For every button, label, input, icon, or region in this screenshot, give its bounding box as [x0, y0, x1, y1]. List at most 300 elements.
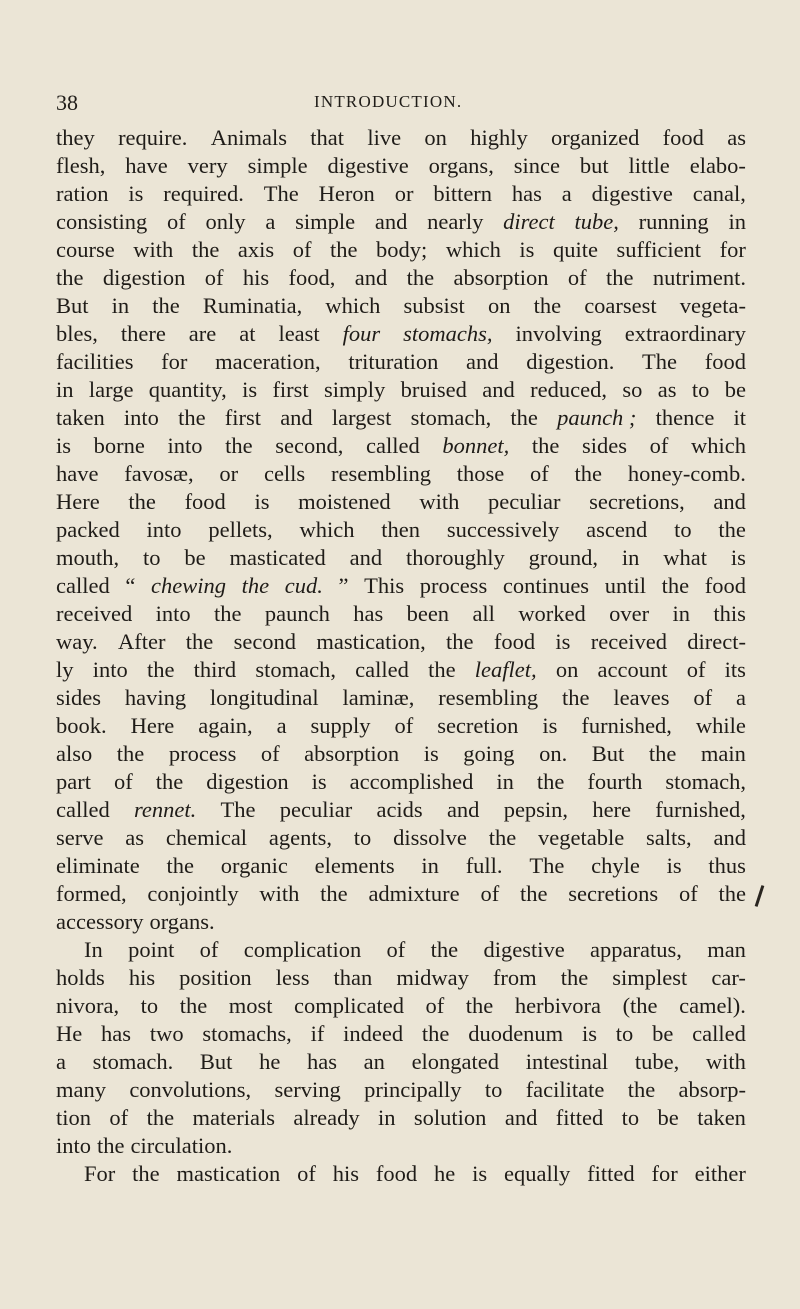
word: food	[662, 125, 704, 150]
word: part	[56, 769, 91, 794]
word: is	[472, 1161, 488, 1186]
word: been	[406, 601, 450, 626]
word: second,	[275, 433, 344, 458]
word: pellets,	[208, 517, 273, 542]
word: this	[713, 601, 746, 626]
word: facilitate	[525, 1077, 605, 1102]
word: the	[465, 993, 494, 1018]
word: holds	[56, 965, 105, 990]
word: largest	[331, 405, 392, 430]
word: ascend	[586, 517, 648, 542]
word: the	[627, 1077, 656, 1102]
word: be	[652, 1021, 674, 1046]
word: with	[259, 881, 300, 906]
running-head: INTRODUCTION.	[314, 92, 463, 111]
word: thoroughly	[406, 545, 505, 570]
word: then	[381, 517, 421, 542]
word: borne	[93, 433, 145, 458]
word: the	[574, 461, 603, 486]
word: four	[342, 321, 381, 346]
word: the	[241, 573, 270, 598]
word: less	[275, 965, 310, 990]
word: He	[56, 1021, 83, 1046]
word: the	[648, 741, 677, 766]
text-line	[56, 236, 746, 264]
text-line	[56, 1076, 746, 1104]
word: the	[225, 433, 253, 458]
word: received	[590, 629, 667, 654]
word: But	[591, 741, 625, 766]
word: consisting	[56, 209, 148, 234]
text-line	[56, 656, 746, 684]
word: the	[510, 405, 538, 430]
word: there	[120, 321, 166, 346]
word: herbivora	[514, 993, 602, 1018]
word: be	[657, 1105, 679, 1130]
text-line	[56, 796, 746, 824]
word: is	[423, 741, 439, 766]
text-line	[56, 404, 746, 432]
word: continues	[502, 573, 590, 598]
word: which	[445, 237, 501, 262]
page-number: 38	[56, 90, 78, 115]
word: at	[239, 321, 256, 346]
word: moistened	[298, 489, 391, 514]
word: running	[638, 209, 709, 234]
word: are	[188, 321, 217, 346]
word: quite	[552, 237, 598, 262]
word: of	[530, 461, 549, 486]
text-line	[56, 376, 746, 404]
word: also	[56, 741, 93, 766]
word: in	[421, 853, 439, 878]
word: first	[224, 405, 262, 430]
word: serve	[56, 825, 104, 850]
word: account	[597, 657, 668, 682]
word: has	[511, 181, 542, 206]
word: has	[307, 1049, 337, 1074]
word: from	[492, 965, 537, 990]
word: but	[579, 153, 609, 178]
word: mastication,	[316, 629, 426, 654]
word: as	[727, 125, 746, 150]
word: for	[651, 1161, 678, 1186]
word: secretions,	[589, 489, 685, 514]
word: organs,	[428, 153, 494, 178]
word: in	[111, 293, 130, 318]
word: longitudinal	[209, 685, 319, 710]
word: those	[456, 461, 505, 486]
word: But	[199, 1049, 233, 1074]
text-line	[56, 824, 746, 852]
word: be	[724, 377, 746, 402]
word: of	[686, 657, 706, 682]
text-line	[56, 852, 746, 880]
word: In	[84, 937, 103, 962]
word: on.	[539, 741, 568, 766]
word: the	[320, 881, 348, 906]
word: supply	[310, 713, 371, 738]
word: have	[125, 153, 168, 178]
word: in	[728, 209, 746, 234]
word: sufficient	[616, 237, 702, 262]
word: in	[56, 377, 74, 402]
word: furnished,	[581, 713, 672, 738]
word: called	[366, 433, 420, 458]
text-line	[56, 572, 746, 600]
word: laminæ,	[342, 685, 415, 710]
word: salts,	[646, 825, 692, 850]
word: have	[56, 461, 99, 486]
word: and	[446, 797, 480, 822]
word: of	[649, 433, 669, 458]
word: secretions	[568, 881, 659, 906]
text-line	[56, 1132, 746, 1160]
word: subsist	[403, 293, 465, 318]
word: stomach,	[665, 769, 746, 794]
word: very	[187, 153, 228, 178]
word: resembling	[438, 685, 539, 710]
word: the	[536, 769, 565, 794]
text-line	[56, 880, 746, 908]
word: the	[155, 769, 184, 794]
word: of	[480, 881, 500, 906]
word: way.	[56, 629, 98, 654]
word: chemical	[165, 825, 248, 850]
word: they	[56, 125, 95, 150]
word: nutriment.	[652, 265, 746, 290]
word: the	[146, 1105, 175, 1130]
word: the	[213, 601, 242, 626]
word: only	[205, 209, 246, 234]
word: canal,	[692, 181, 746, 206]
word: the	[446, 629, 474, 654]
word: which	[690, 433, 746, 458]
word: cud.	[284, 573, 323, 598]
word: of	[678, 881, 698, 906]
word: the	[132, 1161, 160, 1186]
word: (the	[622, 993, 658, 1018]
word: conjointly	[147, 881, 239, 906]
word: the	[128, 489, 156, 514]
word: so	[622, 377, 643, 402]
word: little	[628, 153, 670, 178]
word: The	[220, 797, 256, 822]
word: the	[562, 685, 590, 710]
word: the	[191, 237, 220, 262]
word: which	[325, 293, 381, 318]
word: of	[113, 769, 133, 794]
word: the	[718, 881, 746, 906]
word: packed	[56, 517, 120, 542]
text-line	[56, 1048, 746, 1076]
word: food	[184, 489, 226, 514]
word: thence	[655, 405, 715, 430]
word: food	[375, 1161, 418, 1186]
word: to	[140, 993, 159, 1018]
word: the	[430, 937, 459, 962]
body-text	[56, 124, 746, 1188]
text-line	[56, 600, 746, 628]
word: the	[166, 853, 194, 878]
text-line	[56, 908, 746, 936]
word: apparatus,	[590, 937, 682, 962]
text-line	[56, 936, 746, 964]
word: digestion.	[526, 349, 615, 374]
word: and	[349, 545, 383, 570]
word: masticated	[229, 545, 326, 570]
word: maceration,	[215, 349, 321, 374]
word: and	[354, 265, 388, 290]
word: circulation.	[130, 1133, 233, 1158]
word: and	[504, 1105, 538, 1130]
word: either	[694, 1161, 746, 1186]
word: required.	[163, 181, 244, 206]
word: the	[519, 881, 548, 906]
word: with	[419, 489, 460, 514]
word: Here	[56, 489, 100, 514]
word: many	[56, 1077, 106, 1102]
word: Ruminatia,	[202, 293, 303, 318]
word: stomach.	[92, 1049, 174, 1074]
word: food,	[288, 265, 336, 290]
word: main	[700, 741, 746, 766]
word: point	[128, 937, 175, 962]
word: the	[531, 433, 560, 458]
word: an	[363, 1049, 385, 1074]
word: and	[466, 349, 499, 374]
word: trituration	[348, 349, 439, 374]
text-line	[56, 432, 746, 460]
word: on	[555, 657, 579, 682]
text-line	[56, 124, 746, 152]
word: The	[529, 853, 565, 878]
word: as	[657, 377, 677, 402]
word: coarsest	[584, 293, 657, 318]
word: the	[606, 265, 634, 290]
word: to	[621, 1105, 640, 1130]
word: he	[434, 1161, 456, 1186]
word: bles,	[56, 321, 98, 346]
word: favosæ,	[124, 461, 194, 486]
word: eliminate	[56, 853, 140, 878]
word: most	[228, 993, 273, 1018]
word: simply	[324, 377, 386, 402]
word: reduced,	[530, 377, 607, 402]
word: of	[199, 937, 219, 962]
text-line	[56, 488, 746, 516]
word: of	[297, 1161, 316, 1186]
word: in	[672, 601, 691, 626]
word: organic	[220, 853, 288, 878]
word: than	[333, 965, 373, 990]
word: called	[355, 657, 409, 682]
word: with	[133, 237, 174, 262]
word: direct-	[687, 629, 746, 654]
word: digestive	[327, 153, 409, 178]
word: bruised	[400, 377, 467, 402]
word: highly	[470, 125, 528, 150]
word: ly	[56, 657, 74, 682]
word: man	[707, 937, 746, 962]
word: of	[567, 265, 587, 290]
word: food	[704, 573, 746, 598]
word: elongated	[411, 1049, 500, 1074]
word: midway	[396, 965, 469, 990]
word: But	[56, 293, 89, 318]
text-line	[56, 516, 746, 544]
word: large	[88, 377, 134, 402]
text-line	[56, 992, 746, 1020]
word: chyle	[591, 853, 640, 878]
word: having	[124, 685, 187, 710]
word: body;	[376, 237, 428, 262]
word: the	[718, 517, 746, 542]
word: solution	[413, 1105, 487, 1130]
text-line	[56, 152, 746, 180]
word: is	[730, 545, 746, 570]
word: is	[581, 1021, 597, 1046]
word: camel).	[679, 993, 746, 1018]
word: furnished,	[655, 797, 746, 822]
word: its	[724, 657, 746, 682]
word: sides	[56, 685, 101, 710]
word: to	[674, 517, 692, 542]
word: elements	[314, 853, 395, 878]
word: duodenum	[468, 1021, 564, 1046]
word: a	[735, 685, 746, 710]
word: extraordinary	[624, 321, 746, 346]
word: honey-comb.	[627, 461, 746, 486]
text-line	[56, 1020, 746, 1048]
text-line	[56, 768, 746, 796]
word: absorp-	[678, 1077, 746, 1102]
word: tion	[56, 1105, 92, 1130]
margin-pencil-mark	[755, 885, 765, 907]
word: stomachs,	[202, 1021, 292, 1046]
word: stomach,	[255, 657, 336, 682]
word: successively	[446, 517, 560, 542]
word: of	[167, 209, 186, 234]
word: equally	[504, 1161, 571, 1186]
text-line	[56, 348, 746, 376]
word: to	[691, 377, 710, 402]
word: require.	[118, 125, 188, 150]
word: called	[56, 573, 110, 598]
text-line	[56, 1104, 746, 1132]
word: live	[367, 125, 402, 150]
word: into	[56, 1133, 92, 1158]
word: of	[292, 237, 312, 262]
word: and	[713, 825, 746, 850]
word: into	[146, 517, 182, 542]
word: into	[123, 405, 159, 430]
word: into	[167, 433, 203, 458]
word: leaves	[613, 685, 670, 710]
word: absorption	[453, 265, 549, 290]
word: ration	[56, 181, 109, 206]
word: agents,	[268, 825, 332, 850]
word: serving	[274, 1077, 341, 1102]
word: into	[155, 601, 191, 626]
word: convolutions,	[129, 1077, 252, 1102]
word: “	[125, 573, 136, 598]
word: tube,	[634, 1049, 680, 1074]
word: vegetable	[538, 825, 625, 850]
text-line	[56, 208, 746, 236]
word: leaflet,	[474, 657, 537, 682]
word: the	[661, 573, 690, 598]
word: to	[353, 825, 372, 850]
word: process	[419, 573, 488, 598]
word: to	[615, 1021, 634, 1046]
word: involving	[515, 321, 602, 346]
word: two	[149, 1021, 184, 1046]
word: elabo-	[689, 153, 746, 178]
word: peculiar	[279, 797, 353, 822]
word: the	[179, 993, 208, 1018]
word: stomachs,	[403, 321, 493, 346]
word: resembling	[330, 461, 431, 486]
word: called	[56, 797, 110, 822]
word: while	[695, 713, 746, 738]
word: The	[642, 349, 678, 374]
word: food	[704, 349, 746, 374]
word: least	[278, 321, 320, 346]
word: digestive	[591, 181, 673, 206]
word: all	[472, 601, 495, 626]
word: accomplished	[349, 769, 474, 794]
word: here	[592, 797, 632, 822]
word: digestive	[483, 937, 565, 962]
word: Here	[130, 713, 175, 738]
word: paunch	[264, 601, 330, 626]
word: position	[179, 965, 252, 990]
word: absorption	[304, 741, 400, 766]
text-line	[56, 320, 746, 348]
word: the	[146, 657, 175, 682]
word: or	[219, 461, 239, 486]
word: already	[293, 1105, 360, 1130]
word: indeed	[343, 1021, 404, 1046]
word: ”	[338, 573, 349, 598]
word: received	[56, 601, 133, 626]
word: flesh,	[56, 153, 106, 178]
word: again,	[198, 713, 253, 738]
word: chewing	[150, 573, 226, 598]
text-line	[56, 740, 746, 768]
word: simple	[295, 209, 356, 234]
word: is	[56, 433, 72, 458]
word: into	[92, 657, 128, 682]
word: book.	[56, 713, 107, 738]
word: until	[604, 573, 646, 598]
word: digestion	[102, 265, 186, 290]
word: organized	[551, 125, 640, 150]
page-header	[56, 90, 746, 120]
word: the	[560, 965, 589, 990]
word: of	[204, 265, 224, 290]
word: mastication	[176, 1161, 281, 1186]
word: cells	[263, 461, 306, 486]
word: For	[84, 1161, 116, 1186]
word: to	[143, 545, 161, 570]
word: is	[555, 629, 571, 654]
word: taken	[56, 405, 105, 430]
word: the	[185, 629, 214, 654]
word: and	[374, 209, 408, 234]
word: of	[260, 741, 280, 766]
